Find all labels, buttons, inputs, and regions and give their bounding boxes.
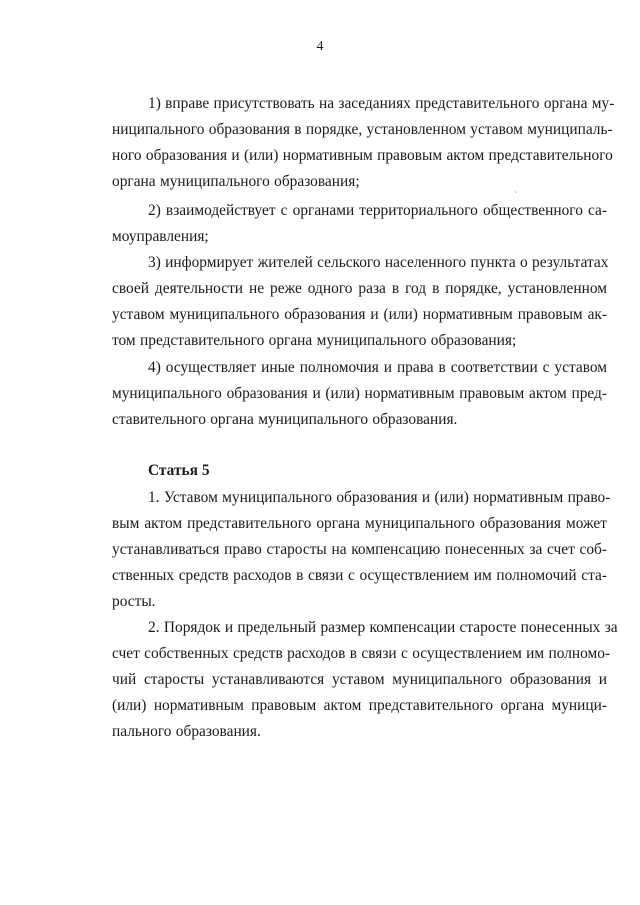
text-line: чий старосты устанавливаются уставом муниципального образования и	[112, 671, 607, 688]
text-line: 1. Уставом муниципального образования и (или) нормативным право-	[148, 489, 611, 506]
text-line: счет собственных средств расходов в связи с осуществлением им полномо-	[112, 645, 611, 662]
article-5-part-1	[112, 485, 611, 615]
text-line: том представительного органа муниципального образования;	[112, 332, 517, 349]
text-line: 4) осуществляет иные полномочия и права в соответствии с уставом	[148, 359, 607, 376]
list-item-4	[112, 355, 607, 433]
page-number: 4	[316, 39, 324, 54]
text-line: росты.	[112, 593, 156, 610]
text-line: уставом муниципального образования и (или) нормативным правовым ак-	[112, 306, 607, 323]
scan-artifact-mark: ˏ	[514, 183, 517, 193]
list-item-2	[112, 198, 607, 250]
text-line: пального образования.	[112, 723, 261, 740]
text-line: ственных средств расходов в связи с осуществлением им полномочий ста-	[112, 567, 607, 584]
text-line: 1) вправе присутствовать на заседаниях представительного органа му-	[148, 95, 615, 112]
text-line: ставительного органа муниципального образования.	[112, 411, 458, 428]
list-item-3	[112, 250, 607, 354]
article-heading: Статья 5	[148, 462, 210, 479]
text-line: (или) нормативным правовым актом представительного органа муници-	[112, 697, 607, 714]
text-line: ного образования и (или) нормативным правовым актом представительного	[112, 147, 613, 164]
text-line: устанавливаться право старосты на компенсацию понесенных за счет соб-	[112, 541, 607, 558]
text-line: своей деятельности не реже одного раза в год в порядке, установленном	[112, 280, 607, 297]
text-line: муниципального образования и (или) нормативным правовым актом пред-	[112, 385, 607, 402]
text-line: ниципального образования в порядке, установленном уставом муниципаль-	[112, 121, 613, 138]
text-line: вым актом представительного органа муниципального образования может	[112, 515, 607, 532]
text-line: 3) информирует жителей сельского населенного пункта о результатах	[148, 254, 609, 271]
article-5-part-2	[112, 615, 618, 745]
text-line: 2) взаимодействует с органами территориального общественного са-	[148, 202, 607, 219]
list-item-1	[112, 91, 615, 195]
text-line: моуправления;	[112, 228, 209, 245]
text-line: органа муниципального образования;	[112, 173, 360, 190]
text-line: 2. Порядок и предельный размер компенсации старосте понесенных за	[148, 619, 618, 636]
